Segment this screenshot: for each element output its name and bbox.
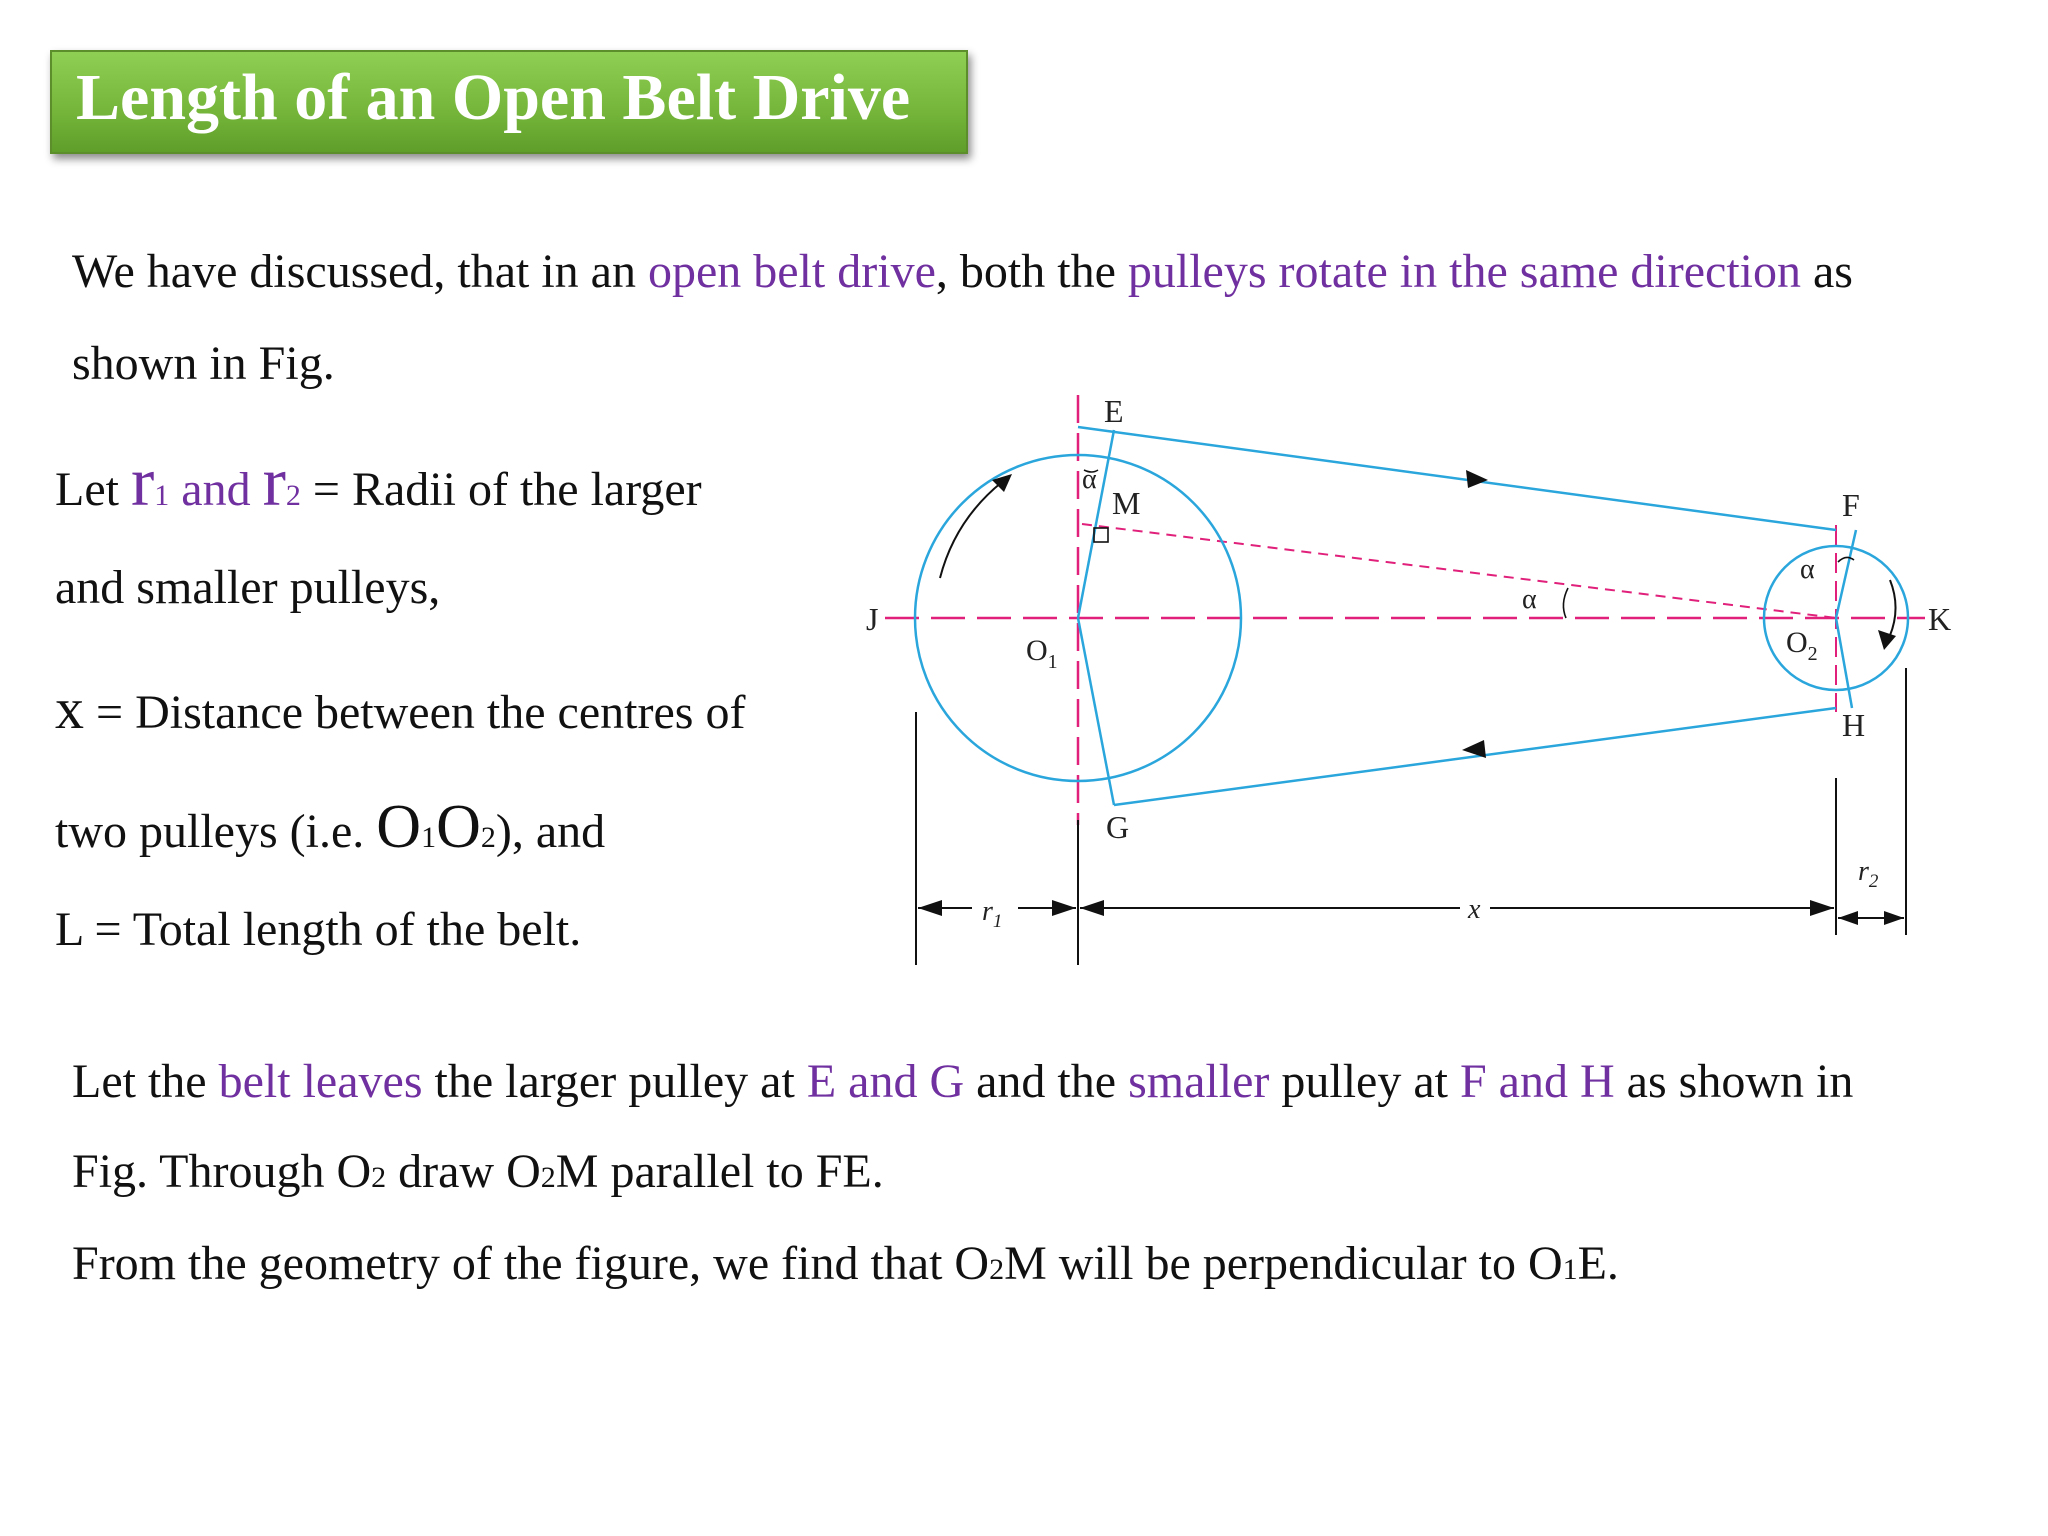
exp-text: pulley at [1269, 1055, 1460, 1108]
label-o2-sub: 2 [1807, 643, 1818, 665]
label-e: E [1104, 393, 1124, 429]
label-x: x [1468, 894, 1481, 925]
dim-arrow-icon [1052, 900, 1076, 916]
def-text: two pulleys (i.e. [55, 805, 377, 858]
label-r1-sub: 1 [992, 911, 1003, 932]
radius-o2h [1836, 618, 1852, 708]
label-r2-sub: 2 [1868, 871, 1879, 892]
subscript: 2 [371, 1161, 387, 1194]
label-f: F [1842, 487, 1860, 523]
subscript: 2 [540, 1161, 556, 1194]
label-j: J [866, 601, 879, 637]
def-length: L = Total length of the belt. [55, 903, 582, 956]
subscript: 2 [989, 1253, 1005, 1286]
dim-arrow-icon [1810, 900, 1834, 916]
highlight-same-direction: pulleys rotate in the same direction [1127, 245, 1801, 298]
belt-drive-diagram [860, 390, 1960, 980]
label-h: H [1842, 707, 1866, 743]
label-k: K [1928, 601, 1952, 637]
exp-text: E. [1577, 1237, 1619, 1290]
rotation-arc-smaller [1888, 580, 1896, 640]
dim-arrow-icon [1080, 900, 1104, 916]
alpha-arc-f [1838, 557, 1854, 562]
symbol-x: x [55, 676, 84, 741]
label-r2 [1858, 856, 1879, 892]
exp-text: as shown in [1614, 1055, 1854, 1108]
label-o2 [1786, 626, 1818, 665]
def-text: Let [55, 463, 131, 516]
dim-arrow-icon [918, 900, 942, 916]
symbol-r2: r [262, 444, 286, 521]
dim-arrow-icon [1838, 911, 1858, 925]
def-distance-cont [55, 793, 606, 861]
def-and: and [169, 463, 263, 516]
symbol-o1: O [376, 793, 422, 861]
exp-text: Fig. Through O [72, 1145, 372, 1198]
highlight-f-and-h: F and H [1459, 1055, 1615, 1108]
subscript: 1 [1562, 1253, 1578, 1286]
intro-text: as [1801, 245, 1853, 298]
label-m: M [1112, 485, 1141, 521]
line-o2m [1082, 524, 1836, 618]
radius-o2f [1836, 530, 1856, 618]
label-alpha-f: α [1800, 554, 1815, 585]
arrow-belt-bottom-icon [1462, 740, 1486, 758]
def-text: = Radii of the larger [300, 463, 702, 516]
intro-line-1 [72, 245, 1853, 298]
title-banner [50, 50, 968, 154]
highlight-belt-leaves: belt leaves [218, 1055, 423, 1108]
def-radii [55, 444, 702, 521]
intro-line-2: shown in Fig. [72, 337, 335, 390]
subscript: 2 [480, 821, 496, 854]
intro-text: , both the [935, 245, 1128, 298]
symbol-o2: O [436, 793, 481, 861]
exp-text: M will be perpendicular to O [1004, 1237, 1563, 1290]
rotation-arrow-smaller-icon [1878, 630, 1896, 650]
explanation-line-1 [72, 1055, 1854, 1108]
label-o1-main: O [1026, 634, 1048, 667]
symbol-r1: r [130, 444, 155, 521]
subscript: 2 [285, 479, 301, 512]
arrow-belt-top-icon [1466, 470, 1488, 488]
exp-text: Let the [72, 1055, 219, 1108]
belt-top-span [1078, 427, 1836, 530]
label-o1-sub: 1 [1047, 651, 1058, 673]
radius-o1g [1078, 618, 1114, 805]
highlight-e-and-g: E and G [806, 1055, 965, 1108]
alpha-arc-o2 [1563, 588, 1568, 618]
label-alpha-e: α [1082, 464, 1097, 495]
dim-arrow-icon [1884, 911, 1904, 925]
belt-bottom-span [1114, 708, 1836, 805]
label-o2-main: O [1786, 626, 1808, 659]
subscript: 1 [421, 821, 437, 854]
def-distance [55, 676, 746, 741]
exp-text: and the [964, 1055, 1129, 1108]
exp-text: the larger pulley at [422, 1055, 807, 1108]
label-alpha-o2: α [1522, 584, 1537, 615]
explanation-line-2 [72, 1145, 884, 1198]
def-radii-cont: and smaller pulleys, [55, 561, 441, 614]
exp-text: M parallel to FE. [555, 1145, 884, 1198]
page-title: Length of an Open Belt Drive [76, 61, 911, 134]
exp-text: draw O [386, 1145, 541, 1198]
highlight-smaller: smaller [1128, 1055, 1270, 1108]
label-o1 [1026, 634, 1058, 673]
def-text: = Distance between the centres of [84, 686, 746, 739]
explanation-line-3 [72, 1237, 1619, 1290]
label-r1-main: r [982, 896, 993, 927]
subscript: 1 [154, 479, 170, 512]
highlight-open-belt-drive: open belt drive [647, 245, 936, 298]
exp-text: From the geometry of the figure, we find that O [72, 1237, 990, 1290]
def-text: ), and [495, 805, 606, 858]
label-g: G [1106, 809, 1130, 845]
intro-text: We have discussed, that in an [72, 245, 648, 298]
label-r2-main: r [1858, 856, 1869, 887]
label-r1 [982, 896, 1002, 932]
